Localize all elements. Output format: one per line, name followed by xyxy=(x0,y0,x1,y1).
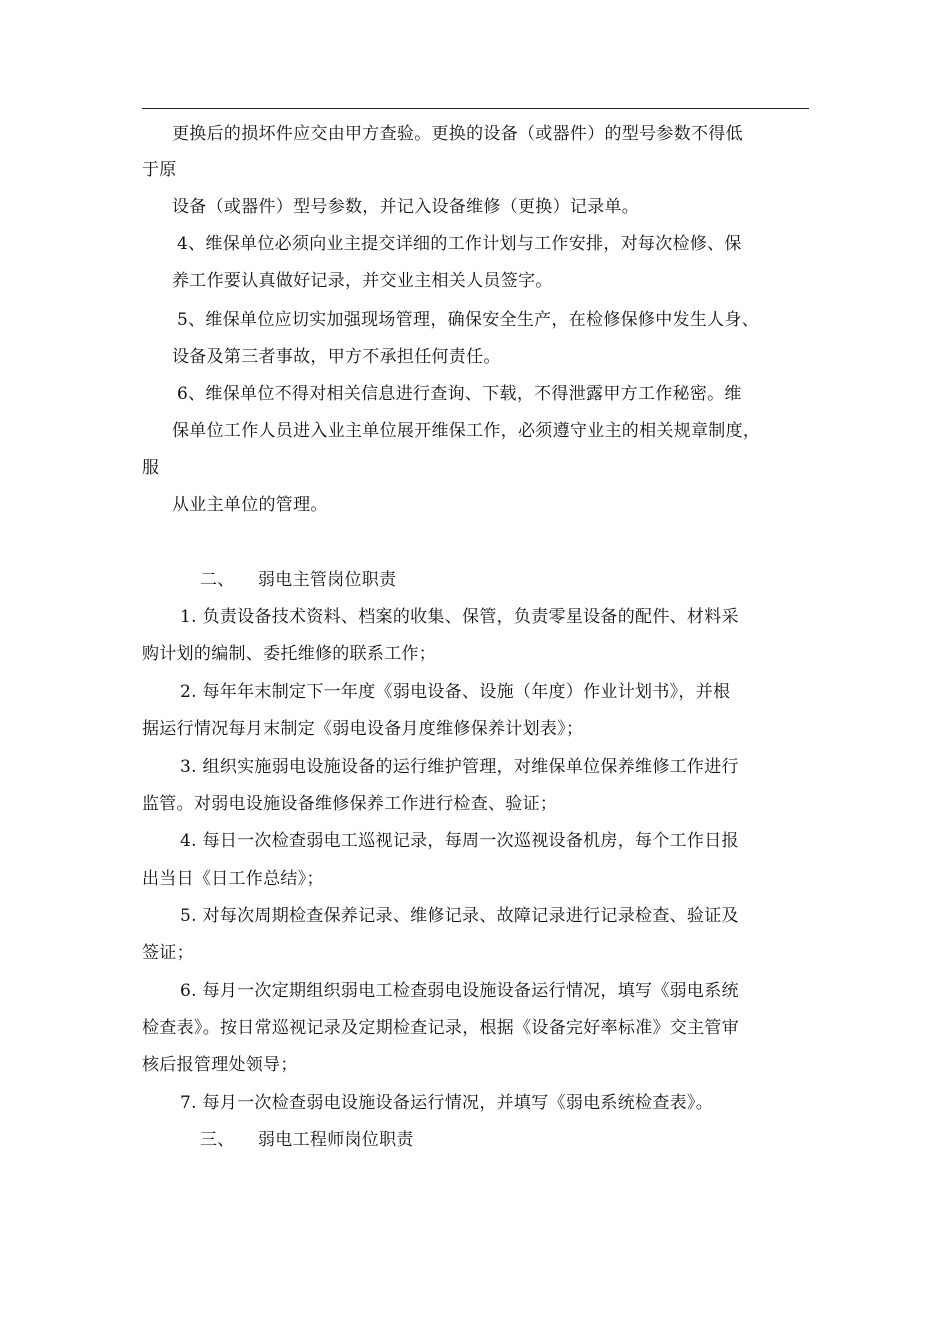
section-number: 三、 xyxy=(200,1130,235,1150)
paragraph-line: 购计划的编制、委托维修的联系工作； xyxy=(142,644,437,664)
paragraph-line: 2. 每年年末制定下一年度《弱电设备、设施（年度）作业计划书》，并根 xyxy=(180,682,731,702)
paragraph-line: 从业主单位的管理。 xyxy=(172,495,328,515)
paragraph-line: 出当日《日工作总结》； xyxy=(142,869,324,889)
paragraph-line: 养工作要认真做好记录，并交业主相关人员签字。 xyxy=(172,271,553,291)
section-heading: 弱电工程师岗位职责 xyxy=(258,1130,414,1150)
paragraph-line: 于原 xyxy=(142,160,177,180)
paragraph-line: 6. 每月一次定期组织弱电工检查弱电设施设备运行情况，填写《弱电系统 xyxy=(180,981,739,1001)
paragraph-line: 更换后的损坏件应交由甲方查验。更换的设备（或器件）的型号参数不得低 xyxy=(172,124,743,144)
paragraph-line: 设备及第三者事故，甲方不承担任何责任。 xyxy=(172,347,501,367)
paragraph-line: 6、维保单位不得对相关信息进行查询、下载，不得泄露甲方工作秘密。维 xyxy=(177,384,742,404)
paragraph-line: 7. 每月一次检查弱电设施设备运行情况，并填写《弱电系统检查表》。 xyxy=(180,1093,714,1113)
paragraph-line: 监管。对弱电设施设备维修保养工作进行检查、验证； xyxy=(142,794,558,814)
paragraph-line: 设备（或器件）型号参数，并记入设备维修（更换）记录单。 xyxy=(172,197,640,217)
paragraph-line: 1. 负责设备技术资料、档案的收集、保管，负责零星设备的配件、材料采 xyxy=(180,607,739,627)
header-rule xyxy=(142,108,809,109)
paragraph-line: 5、维保单位应切实加强现场管理，确保安全生产，在检修保修中发生人身、 xyxy=(177,310,760,330)
paragraph-line: 5. 对每次周期检查保养记录、维修记录、故障记录进行记录检查、验证及 xyxy=(180,906,739,926)
paragraph-line: 签证； xyxy=(142,943,194,963)
paragraph-line: 3. 组织实施弱电设施设备的运行维护管理，对维保单位保养维修工作进行 xyxy=(180,757,739,777)
paragraph-line: 保单位工作人员进入业主单位展开维保工作，必须遵守业主的相关规章制度， xyxy=(172,421,761,441)
section-heading: 弱电主管岗位职责 xyxy=(258,570,397,590)
paragraph-line: 检查表》。按日常巡视记录及定期检查记录，根据《设备完好率标准》交主管审 xyxy=(142,1018,739,1038)
paragraph-line: 核后报管理处领导； xyxy=(142,1055,298,1075)
paragraph-line: 据运行情况每月末制定《弱电设备月度维修保养计划表》； xyxy=(142,719,584,739)
paragraph-line: 4、维保单位必须向业主提交详细的工作计划与工作安排，对每次检修、保 xyxy=(177,234,742,254)
section-number: 二、 xyxy=(200,570,235,590)
paragraph-line: 服 xyxy=(142,458,160,478)
paragraph-line: 4. 每日一次检查弱电工巡视记录，每周一次巡视设备机房，每个工作日报 xyxy=(180,831,739,851)
